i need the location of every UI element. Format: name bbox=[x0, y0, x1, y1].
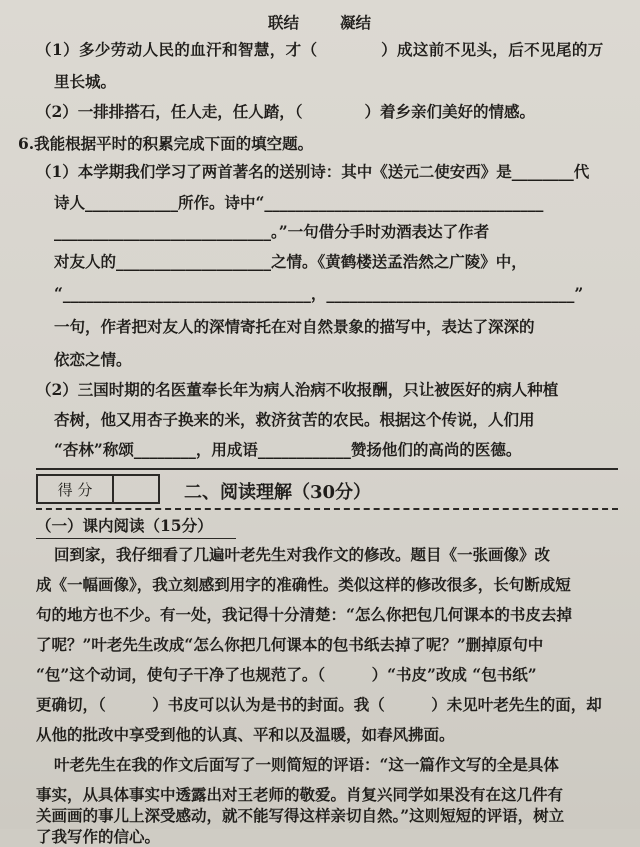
q6-s5: “________________________________，________________________________” bbox=[54, 284, 584, 303]
q6-s4: 对友人的____________________之情。《黄鹤楼送孟浩然之广陵》中， bbox=[54, 252, 527, 271]
q6-s10: “杏林”称颂________，用成语____________赞扬他们的高尚的医德。 bbox=[54, 440, 522, 459]
passage-line-5: “包”这个动词，使句子干净了也规范了。（ ）“书皮”改成 “包书纸” bbox=[36, 665, 537, 684]
q5-item2: （2）一排排搭石，任人走，任人踏，（ ）着乡亲们美好的情感。 bbox=[36, 102, 536, 121]
q6-s1: （1）本学期我们学习了两首著名的送别诗：其中《送元二使安西》是________代 bbox=[36, 162, 590, 181]
passage-line-6: 更确切，（ ）书皮可以认为是书的封面。我（ ）未见叶老先生的面，却 bbox=[36, 695, 602, 714]
q5-item1-line2: 里长城。 bbox=[54, 72, 117, 91]
q6-s8: （2）三国时期的名医董奉长年为病人治病不收报酬，只让被医好的病人种植 bbox=[36, 380, 559, 399]
q6-title: 6.我能根据平时的积累完成下面的填空题。 bbox=[18, 134, 314, 153]
passage-line-10: 关画画的事儿上深受感动，就不能写得这样亲切自然。”这则短短的评语，树立 bbox=[36, 806, 565, 825]
subtitle-underline bbox=[36, 538, 236, 539]
score-box bbox=[36, 474, 160, 504]
passage-line-2: 成《一幅画像》，我立刻感到用字的准确性。类似这样的修改很多，长句断成短 bbox=[36, 575, 571, 594]
passage-line-7: 从他的批改中享受到他的认真、平和以及温暖，如春风拂面。 bbox=[36, 725, 455, 744]
q6-s6: 一句，作者把对友人的深情寄托在对自然景象的描写中，表达了深深的 bbox=[54, 317, 535, 336]
passage-line-3: 句的地方也不少。有一处，我记得十分清楚：“怎么你把包几何课本的书皮去掉 bbox=[36, 605, 572, 624]
q6-s7: 依恋之情。 bbox=[54, 350, 132, 369]
reading-subtitle: （一）课内阅读（15分） bbox=[36, 516, 213, 535]
passage-line-8: 叶老先生在我的作文后面写了一则简短的评语：“这一篇作文写的全是具体 bbox=[54, 755, 559, 774]
q6-s3: ____________________________。”一句借分手时劝酒表达了作者 bbox=[54, 222, 490, 241]
passage-line-9: 事实，从具体事实中透露出对王老师的敬爱。肖复兴同学如果没有在这几件有 bbox=[36, 785, 564, 804]
q6-s2: 诗人____________所作。诗中“____________________________________ bbox=[54, 193, 544, 212]
q6-s9: 杏树，他又用杏子换来的米，救济贫苦的农民。根据这个传说，人们用 bbox=[54, 410, 535, 429]
section-top-rule bbox=[36, 468, 618, 470]
section2-title: 二、阅读理解（30分） bbox=[184, 482, 372, 503]
passage-line-11: 了我写作的信心。 bbox=[36, 827, 161, 846]
score-field[interactable] bbox=[114, 476, 158, 502]
passage-line-4: 了呢？”叶老先生改成“怎么你把几何课本的包书纸去掉了呢？”删掉原句中 bbox=[36, 635, 544, 654]
section-dash-rule bbox=[36, 508, 618, 510]
header-word-left: 联结 bbox=[268, 13, 300, 32]
header-word-right: 凝结 bbox=[340, 13, 372, 32]
passage-line-1: 回到家，我仔细看了几遍叶老先生对我作文的修改。题目《一张画像》改 bbox=[54, 545, 551, 564]
q5-item1-line1: （1）多少劳动人民的血汗和智慧，才（ ）成这前不见头，后不见尾的万 bbox=[36, 40, 604, 59]
score-label: 得 分 bbox=[38, 476, 114, 502]
